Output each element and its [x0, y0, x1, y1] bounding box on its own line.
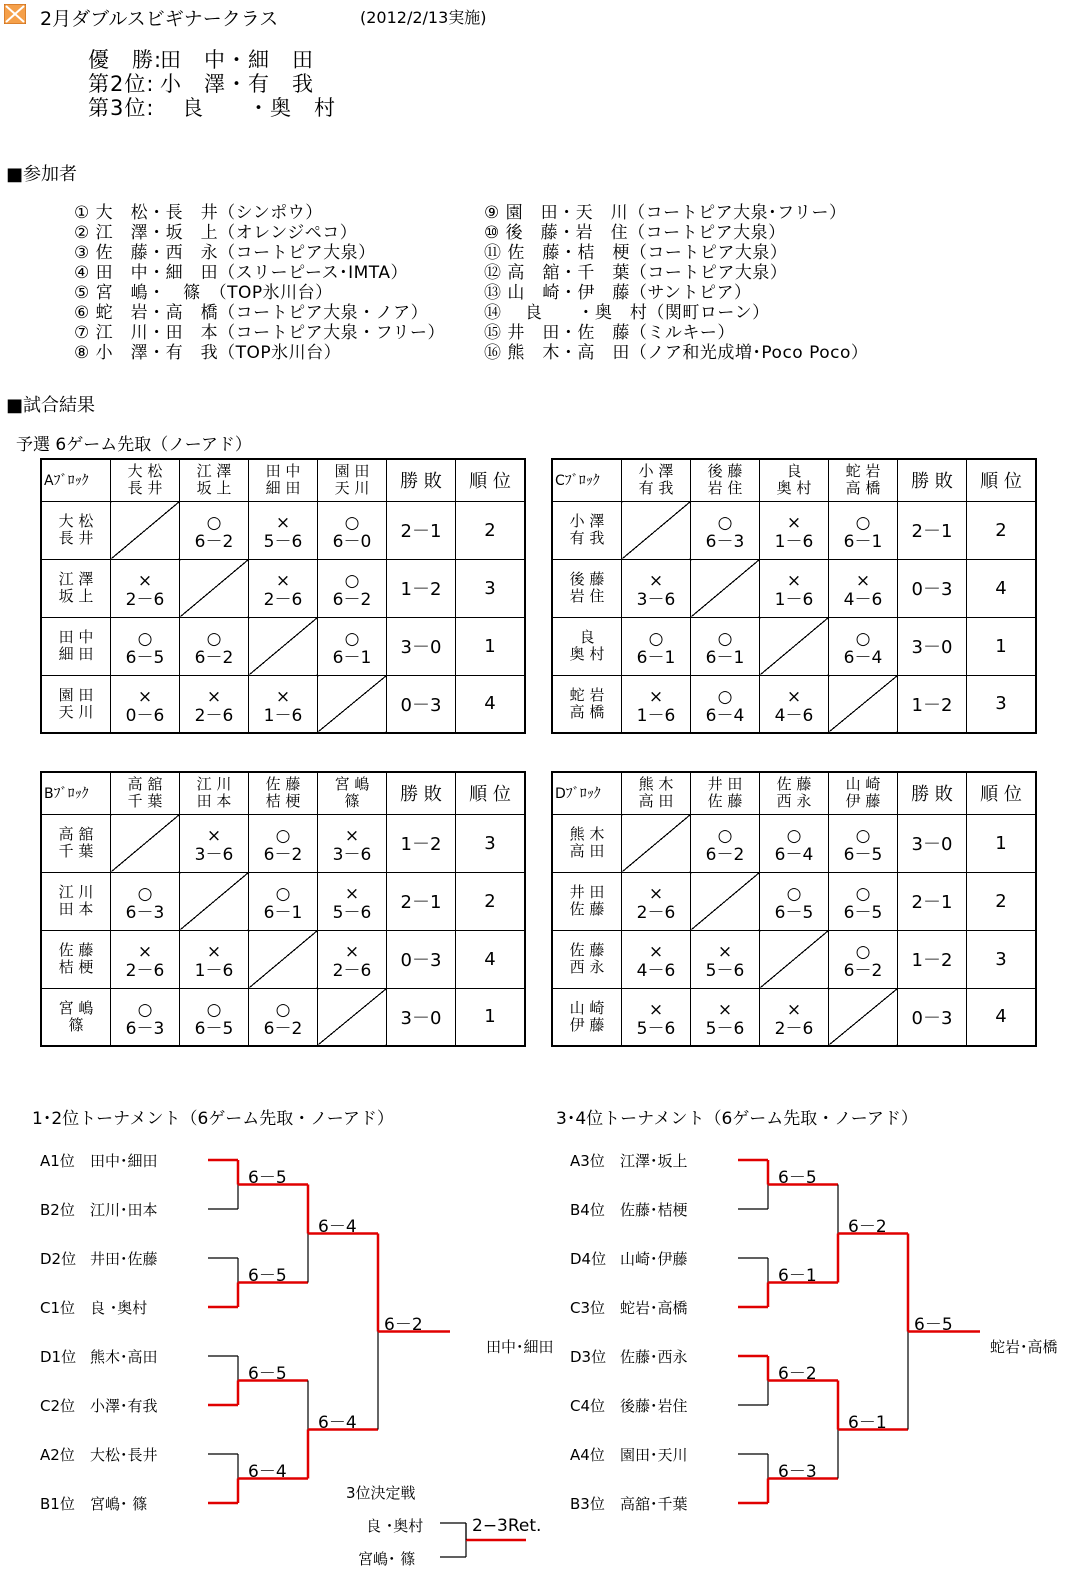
third-place-team: 宮嶋･ 篠 — [358, 1550, 416, 1568]
match-score: 6－3 — [778, 1461, 817, 1482]
participant-item: ① 大 松・長 井（シンポウ） — [74, 203, 323, 223]
seed-position: D3位 — [570, 1348, 607, 1366]
match-score: 4－6 — [636, 961, 676, 981]
section-results: ■試合結果 — [6, 395, 96, 416]
seed-team: 佐藤･桔梗 — [620, 1201, 688, 1219]
rank-value: 2 — [967, 501, 1037, 559]
team-name-line: 小 澤 — [569, 512, 605, 530]
match-score: 2－6 — [125, 590, 165, 610]
match-score: 6－5 — [248, 1167, 287, 1188]
team-name-line: 熊 木 — [638, 775, 674, 794]
seed-team: 井田･佐藤 — [90, 1250, 158, 1268]
participant-item: ⑯ 熊 木・高 田（ノア和光成増･Poco Poco） — [484, 343, 869, 363]
team-name-line: 奥 村 — [776, 479, 812, 498]
match-mark: × — [648, 942, 664, 962]
rank-value: 3 — [967, 675, 1037, 733]
match-score: 4－6 — [843, 590, 883, 610]
win-loss-value: 0－3 — [898, 559, 967, 617]
team-name-line: 井 田 — [569, 883, 605, 901]
rank-value: 3 — [456, 559, 526, 617]
match-score: 6－5 — [248, 1265, 287, 1286]
win-loss-value: 1－2 — [898, 930, 967, 988]
match-score: 0－6 — [125, 705, 165, 726]
team-name-line: 坂 上 — [58, 587, 94, 605]
match-mark: ○ — [206, 513, 222, 533]
seed-team: 小澤･有我 — [90, 1397, 158, 1415]
match-mark: ○ — [855, 513, 871, 533]
team-name-line: 田 中 — [265, 462, 301, 481]
participant-item: ⑧ 小 澤・有 我（TOP氷川台） — [74, 343, 342, 363]
match-mark: ○ — [344, 513, 360, 533]
seed-team: 宮嶋･ 篠 — [90, 1495, 148, 1513]
match-score: 2－6 — [263, 590, 303, 610]
team-name-line: 天 川 — [58, 702, 94, 721]
match-score: 6－4 — [318, 1216, 357, 1237]
match-mark: × — [206, 942, 222, 962]
team-name-line: 桔 梗 — [265, 792, 301, 811]
win-loss-value: 2－1 — [387, 872, 456, 930]
t12-title: 1･2位トーナメント（6ゲーム先取・ノーアド） — [32, 1109, 394, 1129]
match-mark: × — [717, 999, 733, 1020]
match-score: 6－2 — [332, 590, 372, 610]
team-name-line: 良 — [786, 462, 802, 481]
team-name-line: 有 我 — [569, 529, 605, 547]
match-score: 6－2 — [263, 845, 303, 865]
team-name-line: 千 葉 — [58, 842, 94, 860]
column-win-loss: 勝 敗 — [387, 459, 456, 501]
match-mark: ○ — [786, 884, 802, 904]
match-score: 6－1 — [332, 648, 372, 668]
match-score: 6－1 — [263, 903, 303, 923]
match-score: 2－6 — [194, 705, 234, 726]
match-mark: × — [855, 571, 871, 591]
team-name-line: 後 藤 — [569, 570, 605, 588]
t34-title: 3･4位トーナメント（6ゲーム先取・ノーアド） — [556, 1109, 918, 1129]
team-name-line: 伊 藤 — [845, 792, 881, 811]
match-mark: × — [344, 826, 360, 846]
team-name-line: 江 川 — [196, 775, 232, 794]
column-rank: 順 位 — [967, 772, 1037, 814]
match-mark: ○ — [717, 826, 733, 846]
seed-position: C3位 — [570, 1299, 606, 1317]
seed-team: 高舘･千葉 — [620, 1495, 688, 1513]
third-place-label: 3位決定戦 — [346, 1484, 416, 1502]
win-loss-value: 3－0 — [898, 814, 967, 872]
rank-value: 1 — [967, 617, 1037, 675]
seed-team: 田中･細田 — [90, 1152, 158, 1170]
match-score: 6－5 — [843, 845, 883, 865]
result-name: 小 澤・有 我 — [160, 72, 314, 96]
match-score: 6－1 — [636, 648, 676, 668]
match-mark: ○ — [275, 884, 291, 904]
participant-item: ⑦ 江 川・田 本（コートピア大泉・フリー） — [74, 323, 445, 343]
participant-item: ⑤ 宮 嶋・ 篠 （TOP氷川台） — [74, 283, 333, 303]
column-win-loss: 勝 敗 — [387, 772, 456, 814]
team-name-line: 江 澤 — [196, 462, 232, 481]
match-mark: × — [648, 571, 664, 591]
match-score: 6－5 — [843, 903, 883, 923]
match-score: 1－6 — [774, 590, 814, 610]
participant-item: ⑮ 井 田・佐 藤（ミルキー） — [484, 323, 735, 343]
team-name-line: 高 舘 — [127, 775, 163, 794]
seed-team: 蛇岩･高橋 — [620, 1299, 688, 1317]
participant-item: ⑫ 高 舘・千 葉（コートピア大泉） — [484, 263, 788, 283]
third-place-score: 2−3Ret. — [472, 1516, 542, 1536]
team-name-line: 蛇 岩 — [845, 462, 881, 481]
team-name-line: 篠 — [68, 1015, 84, 1034]
team-name-line: 山 崎 — [569, 998, 605, 1017]
match-score: 6－1 — [843, 532, 883, 552]
match-mark: × — [275, 571, 291, 591]
win-loss-value: 0－3 — [898, 988, 967, 1046]
third-place-team: 良 ･奥村 — [366, 1517, 424, 1535]
column-rank: 順 位 — [456, 459, 526, 501]
seed-team: 熊木･高田 — [90, 1348, 158, 1366]
match-mark: ○ — [137, 884, 153, 904]
match-score: 6－2 — [263, 1018, 303, 1039]
match-score: 6－3 — [125, 1018, 165, 1039]
team-name-line: 西 永 — [776, 792, 812, 811]
match-score: 2－6 — [636, 903, 676, 923]
rank-value: 2 — [456, 501, 526, 559]
seed-position: D4位 — [570, 1250, 607, 1268]
match-mark: ○ — [275, 999, 291, 1020]
seed-position: C4位 — [570, 1397, 606, 1415]
match-mark: ○ — [275, 826, 291, 846]
match-score: 2－6 — [332, 961, 372, 981]
seed-team: 江澤･坂上 — [620, 1152, 688, 1170]
block-name: Dﾌﾞﾛｯｸ — [552, 772, 622, 814]
team-name-line: 佐 藤 — [569, 941, 605, 959]
team-name-line: 奥 村 — [569, 645, 605, 663]
column-win-loss: 勝 敗 — [898, 772, 967, 814]
match-score: 6－2 — [194, 532, 234, 552]
team-name-line: 伊 藤 — [569, 1015, 605, 1034]
match-score: 5－6 — [636, 1018, 676, 1039]
match-mark: ○ — [855, 826, 871, 846]
team-name-line: 田 本 — [58, 900, 94, 918]
tournament-winner: 田中･細田 — [486, 1337, 554, 1356]
match-score: 2－6 — [774, 1018, 814, 1039]
match-score: 6－2 — [778, 1363, 817, 1384]
match-score: 1－6 — [263, 705, 303, 726]
seed-position: A3位 — [570, 1152, 605, 1170]
team-name-line: 高 橋 — [845, 479, 881, 498]
seed-team: 江川･田本 — [90, 1201, 158, 1219]
match-score: 6－3 — [705, 532, 745, 552]
team-name-line: 良 — [579, 628, 595, 646]
prelim-label: 予選 6ゲーム先取（ノーアド） — [16, 435, 252, 455]
tournament-winner: 蛇岩･高橋 — [990, 1337, 1058, 1356]
match-mark: × — [275, 686, 291, 707]
rank-value: 2 — [456, 872, 526, 930]
column-rank: 順 位 — [967, 459, 1037, 501]
seed-position: A4位 — [570, 1446, 605, 1464]
result-label: 第2位: — [88, 72, 155, 96]
section-participants: ■参加者 — [6, 164, 78, 185]
match-score: 5－6 — [263, 532, 303, 552]
match-mark: × — [717, 942, 733, 962]
team-name-line: 佐 藤 — [707, 792, 743, 811]
event-date: (2012/2/13実施) — [360, 8, 487, 27]
team-name-line: 高 橋 — [569, 702, 605, 721]
team-name-line: 大 松 — [58, 512, 94, 530]
participant-item: ⑥ 蛇 岩・高 橋（コートピア大泉・ノア） — [74, 303, 429, 323]
match-score: 6－5 — [194, 1018, 234, 1039]
match-score: 6－4 — [843, 648, 883, 668]
win-loss-value: 0－3 — [387, 930, 456, 988]
match-score: 6－2 — [843, 961, 883, 981]
team-name-line: 園 田 — [58, 685, 94, 704]
team-name-line: 小 澤 — [638, 462, 674, 481]
match-score: 6－2 — [848, 1216, 887, 1237]
match-mark: × — [344, 942, 360, 962]
match-score: 6－2 — [384, 1314, 423, 1335]
match-score: 2－6 — [125, 961, 165, 981]
match-score: 6－5 — [248, 1363, 287, 1384]
match-score: 6－4 — [318, 1412, 357, 1433]
match-mark: × — [648, 686, 664, 707]
team-name-line: 千 葉 — [127, 792, 163, 811]
participant-item: ⑪ 佐 藤・桔 梗（コートピア大泉） — [484, 243, 788, 263]
team-name-line: 高 田 — [569, 842, 605, 860]
match-mark: × — [648, 884, 664, 904]
team-name-line: 岩 住 — [707, 479, 743, 498]
rank-value: 4 — [456, 675, 526, 733]
team-name-line: 細 田 — [58, 645, 94, 663]
win-loss-value: 1－2 — [387, 559, 456, 617]
participant-item: ⑨ 園 田・天 川（コートピア大泉･フリー） — [484, 203, 847, 223]
column-rank: 順 位 — [456, 772, 526, 814]
result-label: 優 勝: — [88, 48, 163, 72]
match-score: 3－6 — [636, 590, 676, 610]
match-score: 1－6 — [636, 705, 676, 726]
team-name-line: 桔 梗 — [58, 958, 94, 976]
match-mark: ○ — [206, 999, 222, 1020]
match-score: 4－6 — [774, 705, 814, 726]
team-name-line: 岩 住 — [569, 587, 605, 605]
team-name-line: 有 我 — [638, 479, 674, 498]
rank-value: 3 — [456, 814, 526, 872]
win-loss-value: 3－0 — [898, 617, 967, 675]
block-name: Aﾌﾞﾛｯｸ — [41, 459, 111, 501]
win-loss-value: 2－1 — [898, 501, 967, 559]
win-loss-value: 2－1 — [387, 501, 456, 559]
match-mark: ○ — [648, 629, 664, 649]
team-name-line: 宮 嶋 — [58, 998, 94, 1017]
team-name-line: 西 永 — [569, 958, 605, 976]
team-name-line: 田 中 — [58, 628, 94, 646]
participant-item: ③ 佐 藤・西 永（コートピア大泉） — [74, 243, 376, 263]
seed-position: C1位 — [40, 1299, 76, 1317]
match-mark: × — [786, 999, 802, 1020]
match-score: 5－6 — [705, 961, 745, 981]
match-score: 5－6 — [332, 903, 372, 923]
team-name-line: 篠 — [344, 792, 360, 811]
rank-value: 2 — [967, 872, 1037, 930]
match-score: 6－5 — [778, 1167, 817, 1188]
seed-team: 良 ･奥村 — [90, 1299, 148, 1317]
rank-value: 4 — [967, 559, 1037, 617]
match-mark: × — [786, 513, 802, 533]
match-mark: ○ — [786, 826, 802, 846]
match-score: 6－1 — [778, 1265, 817, 1286]
match-mark: ○ — [855, 942, 871, 962]
team-name-line: 園 田 — [334, 462, 370, 481]
win-loss-value: 3－0 — [387, 988, 456, 1046]
match-mark: ○ — [717, 629, 733, 649]
seed-position: A1位 — [40, 1152, 75, 1170]
match-score: 1－6 — [194, 961, 234, 981]
rank-value: 1 — [456, 988, 526, 1046]
match-mark: ○ — [855, 629, 871, 649]
match-score: 6－5 — [125, 648, 165, 668]
seed-team: 後藤･岩住 — [620, 1397, 688, 1415]
match-score: 3－6 — [332, 845, 372, 865]
seed-position: B3位 — [570, 1495, 605, 1513]
team-name-line: 長 井 — [127, 479, 163, 498]
win-loss-value: 0－3 — [387, 675, 456, 733]
match-score: 6－4 — [774, 845, 814, 865]
match-mark: ○ — [717, 686, 733, 707]
column-win-loss: 勝 敗 — [898, 459, 967, 501]
team-name-line: 井 田 — [707, 775, 743, 794]
match-score: 6－1 — [848, 1412, 887, 1433]
team-name-line: 大 松 — [127, 462, 163, 481]
team-name-line: 江 澤 — [58, 570, 94, 588]
win-loss-value: 1－2 — [387, 814, 456, 872]
team-name-line: 後 藤 — [707, 462, 743, 481]
rank-value: 1 — [456, 617, 526, 675]
seed-position: D2位 — [40, 1250, 77, 1268]
match-mark: × — [275, 513, 291, 533]
team-name-line: 江 川 — [58, 883, 94, 901]
match-score: 6－5 — [774, 903, 814, 923]
seed-team: 山崎･伊藤 — [620, 1250, 688, 1268]
match-score: 6－1 — [705, 648, 745, 668]
result-name: 田 中・細 田 — [160, 48, 314, 72]
match-mark: ○ — [137, 629, 153, 649]
match-score: 6－4 — [248, 1461, 287, 1482]
team-name-line: 熊 木 — [569, 825, 605, 843]
participant-item: ② 江 澤・坂 上（オレンジペコ） — [74, 223, 358, 243]
match-mark: ○ — [137, 999, 153, 1020]
seed-position: B1位 — [40, 1495, 75, 1513]
team-name-line: 蛇 岩 — [569, 685, 605, 704]
match-score: 5－6 — [705, 1018, 745, 1039]
team-name-line: 山 崎 — [845, 775, 881, 794]
match-mark: × — [137, 686, 153, 707]
match-mark: × — [206, 686, 222, 707]
team-name-line: 田 本 — [196, 792, 232, 811]
match-mark: ○ — [717, 513, 733, 533]
participant-item: ⑬ 山 崎・伊 藤（サントピア） — [484, 283, 752, 303]
match-mark: × — [137, 571, 153, 591]
match-mark: ○ — [855, 884, 871, 904]
match-mark: × — [786, 571, 802, 591]
participant-item: ⑩ 後 藤・岩 住（コートピア大泉） — [484, 223, 786, 243]
rank-value: 4 — [456, 930, 526, 988]
team-name-line: 細 田 — [265, 479, 301, 498]
block-name: Cﾌﾞﾛｯｸ — [552, 459, 622, 501]
match-score: 6－5 — [914, 1314, 953, 1335]
team-name-line: 天 川 — [334, 479, 370, 498]
rank-value: 4 — [967, 988, 1037, 1046]
win-loss-value: 3－0 — [387, 617, 456, 675]
team-name-line: 長 井 — [58, 529, 94, 547]
participant-item: ④ 田 中・細 田（スリーピース･IMTA） — [74, 263, 408, 283]
team-name-line: 佐 藤 — [58, 941, 94, 959]
seed-position: A2位 — [40, 1446, 75, 1464]
match-score: 6－0 — [332, 532, 372, 552]
team-name-line: 坂 上 — [196, 479, 232, 498]
match-score: 6－2 — [194, 648, 234, 668]
match-mark: × — [648, 999, 664, 1020]
team-name-line: 佐 藤 — [265, 775, 301, 794]
team-name-line: 高 田 — [638, 792, 674, 811]
result-name: 良 ・奥 村 — [160, 96, 336, 120]
team-name-line: 佐 藤 — [776, 775, 812, 794]
team-name-line: 高 舘 — [58, 825, 94, 843]
match-mark: ○ — [206, 629, 222, 649]
match-mark: ○ — [344, 629, 360, 649]
match-mark: ○ — [344, 571, 360, 591]
page-title: 2月ダブルスビギナークラス — [40, 8, 279, 30]
block-name: Bﾌﾞﾛｯｸ — [41, 772, 111, 814]
result-label: 第3位: — [88, 96, 155, 120]
match-score: 6－4 — [705, 705, 745, 726]
seed-position: B2位 — [40, 1201, 75, 1219]
match-score: 6－2 — [705, 845, 745, 865]
seed-team: 大松･長井 — [90, 1446, 158, 1464]
team-name-line: 宮 嶋 — [334, 775, 370, 794]
match-score: 3－6 — [194, 845, 234, 865]
rank-value: 1 — [967, 814, 1037, 872]
match-score: 6－3 — [125, 903, 165, 923]
match-mark: × — [137, 942, 153, 962]
match-mark: × — [344, 884, 360, 904]
seed-team: 園田･天川 — [620, 1446, 688, 1464]
participant-item: ⑭ 良 ・奥 村（関町ローン） — [484, 303, 770, 323]
seed-position: C2位 — [40, 1397, 76, 1415]
match-mark: × — [206, 826, 222, 846]
win-loss-value: 2－1 — [898, 872, 967, 930]
rank-value: 3 — [967, 930, 1037, 988]
seed-position: D1位 — [40, 1348, 77, 1366]
seed-position: B4位 — [570, 1201, 605, 1219]
match-score: 1－6 — [774, 532, 814, 552]
team-name-line: 佐 藤 — [569, 900, 605, 918]
seed-team: 佐藤･西永 — [620, 1348, 688, 1366]
match-mark: × — [786, 686, 802, 707]
win-loss-value: 1－2 — [898, 675, 967, 733]
